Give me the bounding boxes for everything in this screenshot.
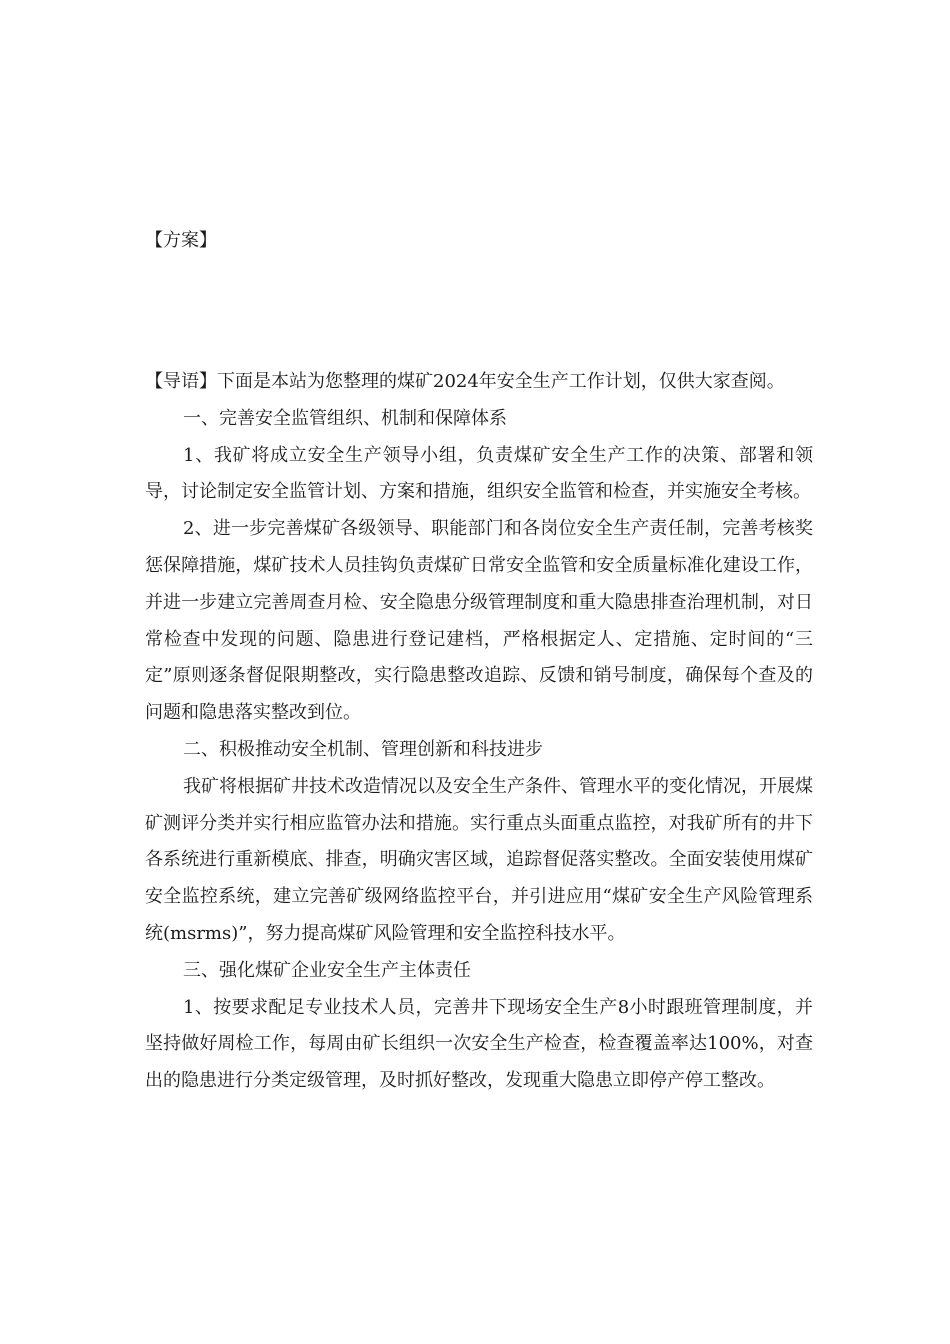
document-body — [145, 364, 813, 1100]
section-heading-1: 一、完善安全监管组织、机制和保障体系 — [183, 407, 507, 429]
intro-paragraph: 【导语】下面是本站为您整理的煤矿2024年安全生产工作计划，仅供大家查阅。 — [145, 371, 785, 392]
body-paragraph: 1、按要求配足专业技术人员，完善井下现场安全生产8小时跟班管理制度，并坚持做好周检工作，每周由矿长组织一次安全生产检查，检查覆盖率达100%，对查出的隐患进行分类定级管理，及时抓好整改，发现重大隐患立即停产停工整改。 — [145, 996, 813, 1092]
section-heading-2: 二、积极推动安全机制、管理创新和科技进步 — [183, 738, 543, 760]
document-tag: 【方案】 — [145, 230, 217, 251]
body-paragraph: 1、我矿将成立安全生产领导小组，负责煤矿安全生产工作的决策、部署和领导，讨论制定安全监管计划、方案和措施，组织安全监管和检查，并实施安全考核。 — [145, 444, 813, 503]
body-paragraph: 2、进一步完善煤矿各级领导、职能部门和各岗位安全生产责任制，完善考核奖惩保障措施，煤矿技术人员挂钩负责煤矿日常安全监管和安全质量标准化建设工作，并进一步建立完善周查月检、安全隐患分级管理制度和重大隐患排查治理机制，对日常检查中发现的问题、隐患进行登记建档，严格根据定人、定措施、定时间的“三定”原则逐条督促限期整改，实行隐患整改追踪、反馈和销号制度，确保每个查及的问题和隐患落实整改到位。 — [145, 518, 813, 724]
body-paragraph: 我矿将根据矿井技术改造情况以及安全生产条件、管理水平的变化情况，开展煤矿测评分类并实行相应监管办法和措施。实行重点头面重点监控，对我矿所有的井下各系统进行重新模底、排查，明确灾害区域，追踪督促落实整改。全面安装使用煤矿安全监控系统，建立完善矿级网络监控平台，并引进应用“煤矿安全生产风险管理系统(msrms)”，努力提高煤矿风险管理和安全监控科技水平。 — [145, 775, 813, 944]
section-heading-3: 三、强化煤矿企业安全生产主体责任 — [183, 959, 471, 981]
